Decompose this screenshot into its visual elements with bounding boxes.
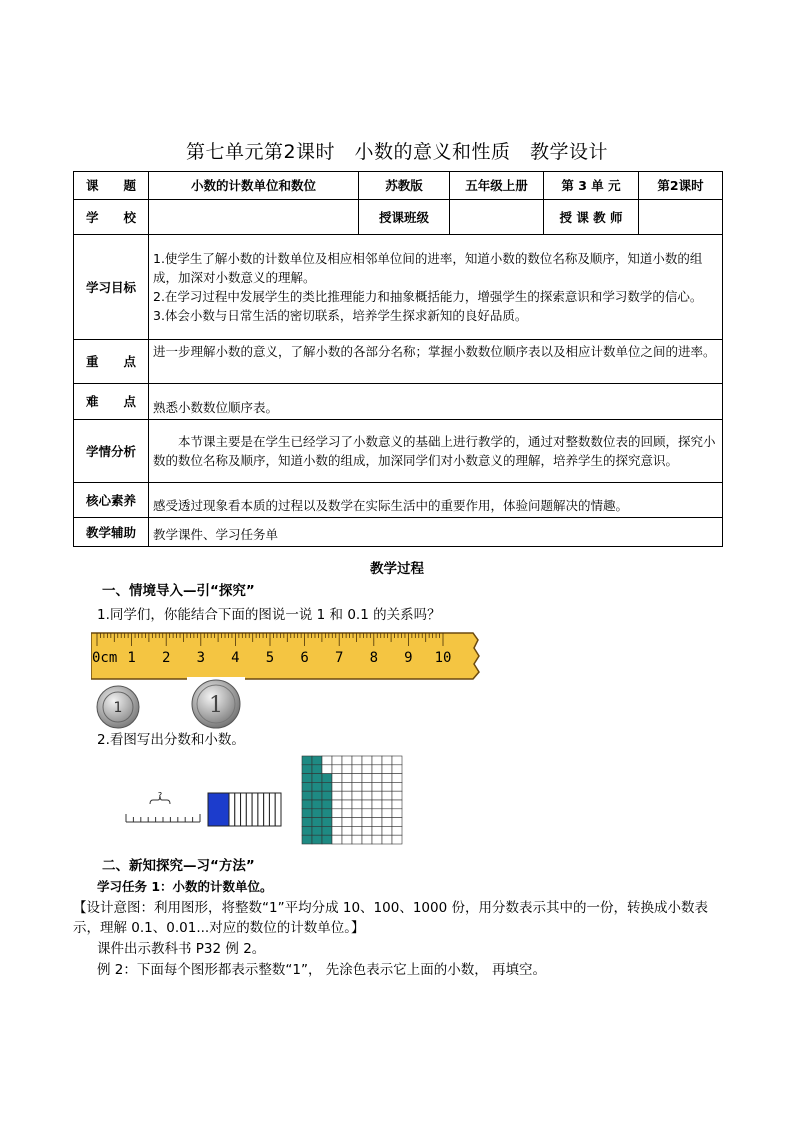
ruler-label: 2 — [161, 650, 171, 666]
bar-cell — [241, 793, 247, 826]
grid-cell — [372, 782, 382, 791]
grid-cell — [302, 756, 312, 765]
grid-cell — [362, 774, 372, 783]
grid-cell — [362, 791, 372, 800]
grid-cell — [312, 774, 322, 783]
ruler-label: 3 — [196, 650, 206, 666]
grid-cell — [382, 782, 392, 791]
table-row — [74, 420, 723, 483]
grid-cell — [352, 835, 362, 844]
grid-cell — [382, 835, 392, 844]
bar-cell — [258, 793, 264, 826]
lesson-info-table — [73, 171, 723, 547]
grid-cell — [362, 800, 372, 809]
question2: 2.看图写出分数和小数。 — [97, 732, 245, 748]
grid-cell — [372, 835, 382, 844]
grid-cell — [302, 782, 312, 791]
grid-cell — [392, 756, 402, 765]
grid-cell — [322, 782, 332, 791]
grid-cell — [362, 826, 372, 835]
grid-cell — [372, 800, 382, 809]
grid-cell — [372, 791, 382, 800]
grid-cell — [382, 818, 392, 827]
bar-cell — [229, 793, 235, 826]
ruler-label: 8 — [369, 650, 379, 666]
bar-cell — [246, 793, 252, 826]
label-topic: 课 题 — [74, 172, 149, 200]
grid-cell — [392, 782, 402, 791]
grid-cell — [312, 782, 322, 791]
label-difficulty: 难 点 — [74, 384, 149, 420]
grid-cell — [322, 835, 332, 844]
bar-cell — [208, 793, 229, 826]
grid-cell — [372, 774, 382, 783]
grid-cell — [302, 791, 312, 800]
coin-1-yuan-icon — [187, 677, 245, 729]
bar-cell — [269, 793, 275, 826]
grid-cell — [382, 800, 392, 809]
grid-cell — [322, 756, 332, 765]
grid-cell — [342, 809, 352, 818]
grid-cell — [372, 826, 382, 835]
grid-cell — [312, 765, 322, 774]
ruler-label: 0cm — [92, 650, 118, 666]
label-class: 授课班级 — [359, 200, 450, 235]
grid-cell — [332, 756, 342, 765]
grid-cell — [352, 756, 362, 765]
ruler-label: 6 — [300, 650, 309, 666]
coin-1-value: 1 — [113, 700, 123, 716]
coin-2-value: 1 — [209, 693, 223, 718]
grid-cell — [342, 782, 352, 791]
grid-cell — [312, 800, 322, 809]
task1: 学习任务 1：小数的计数单位。 — [97, 879, 273, 894]
process-title: 教学过程 — [370, 561, 424, 577]
grid-cell — [352, 791, 362, 800]
grid-cell — [362, 765, 372, 774]
grid-cell — [352, 774, 362, 783]
ruler-label: 9 — [404, 650, 413, 666]
bar-model — [207, 792, 283, 827]
grid-cell — [372, 756, 382, 765]
grid-cell — [372, 818, 382, 827]
publisher-value: 苏教版 — [359, 172, 450, 200]
grid-cell — [352, 765, 362, 774]
lesson-value: 第2课时 — [639, 172, 723, 200]
grid-cell — [362, 835, 372, 844]
key-value: 进一步理解小数的意义，了解小数的各部分名称；掌握小数数位顺序表以及相应计数单位之间的进率。 — [149, 340, 723, 384]
table-row — [74, 384, 723, 420]
grid-cell — [322, 774, 332, 783]
grid-cell — [392, 818, 402, 827]
brace-label: ? — [157, 792, 163, 800]
grid-cell — [332, 800, 342, 809]
grid-cell — [392, 800, 402, 809]
class-value — [450, 200, 544, 235]
grid-cell — [372, 809, 382, 818]
teacher-value — [639, 200, 723, 235]
grid-cell — [392, 809, 402, 818]
grid-cell — [302, 765, 312, 774]
grid-cell — [352, 818, 362, 827]
section1-title: 一、情境导入—引“探究” — [102, 583, 255, 599]
grid-cell — [342, 791, 352, 800]
question1: 1.同学们，你能结合下面的图说一说 1 和 0.1 的关系吗？ — [97, 607, 441, 623]
goal-item: 2.在学习过程中发展学生的类比推理能力和抽象概括能力，增强学生的探索意识和学习数学的信心。 — [153, 289, 703, 304]
label-teacher: 授 课 教 师 — [544, 200, 639, 235]
grid-cell — [352, 809, 362, 818]
grid-cell — [382, 765, 392, 774]
table-row — [74, 200, 723, 235]
grid-cell — [312, 756, 322, 765]
design-intent: 【设计意图：利用图形，将整数“1”平均分成 10、100、1000 份，用分数表示其中的一份，转换成小数表示，理解 0.1、0.01...对应的数位的计数单位。】 — [73, 900, 708, 936]
grid-cell — [342, 800, 352, 809]
analysis-value: 本节课主要是在学生已经学习了小数意义的基础上进行教学的，通过对整数数位表的回顾，探究小数的数位名称及顺序，知道小数的组成，加深同学们对小数意义的理解，培养学生的探究意识。 — [149, 420, 723, 483]
grid-cell — [302, 835, 312, 844]
grid-cell — [392, 791, 402, 800]
bar-cell — [264, 793, 270, 826]
grid-cell — [352, 800, 362, 809]
grid-cell — [322, 809, 332, 818]
unit-value: 第 3 单 元 — [544, 172, 639, 200]
page-title: 第七单元第2课时 小数的意义和性质 教学设计 — [185, 141, 609, 163]
label-key: 重 点 — [74, 340, 149, 384]
grid-cell — [332, 826, 342, 835]
grid-cell — [302, 809, 312, 818]
show-instruction: 课件出示教科书 P32 例 2。 — [97, 941, 266, 957]
topic-value: 小数的计数单位和数位 — [149, 172, 359, 200]
grid-cell — [302, 826, 312, 835]
goal-item: 3.体会小数与日常生活的密切联系，培养学生探求新知的良好品质。 — [153, 308, 528, 323]
label-analysis: 学情分析 — [74, 420, 149, 483]
ruler-label: 7 — [334, 650, 344, 666]
grid-cell — [392, 826, 402, 835]
label-aid: 教学辅助 — [74, 518, 149, 547]
table-row — [74, 235, 723, 340]
segment-diagram — [124, 792, 204, 826]
coin-1-jiao-icon — [95, 684, 141, 730]
grid-cell — [302, 774, 312, 783]
grid-cell — [322, 800, 332, 809]
bar-cell — [275, 793, 281, 826]
grid-cell — [332, 774, 342, 783]
grid-cell — [362, 756, 372, 765]
grid-cell — [352, 782, 362, 791]
bar-cell — [235, 793, 241, 826]
grid-cell — [392, 835, 402, 844]
goal-item: 1.使学生了解小数的计数单位及相应相邻单位间的进率，知道小数的数位名称及顺序，知道小数的组成，加深对小数意义的理解。 — [153, 251, 703, 285]
core-value: 感受透过现象看本质的过程以及数学在实际生活中的重要作用，体验问题解决的情趣。 — [149, 483, 723, 518]
table-row — [74, 340, 723, 384]
label-goals: 学习目标 — [74, 235, 149, 340]
grid-cell — [322, 791, 332, 800]
grid-cell — [342, 774, 352, 783]
goals-value — [149, 235, 723, 340]
grid-cell — [342, 826, 352, 835]
grid-cell — [342, 765, 352, 774]
ruler-label: 5 — [265, 650, 275, 666]
grid-cell — [382, 756, 392, 765]
grid-cell — [332, 791, 342, 800]
aid-value: 教学课件、学习任务单 — [149, 518, 723, 547]
grid-cell — [392, 765, 402, 774]
grid-cell — [382, 809, 392, 818]
grid-cell — [312, 818, 322, 827]
grid-cell — [392, 774, 402, 783]
grid-cell — [322, 818, 332, 827]
bar-cell — [252, 793, 258, 826]
grid-cell — [332, 835, 342, 844]
grid-cell — [332, 765, 342, 774]
grid-cell — [372, 765, 382, 774]
ruler-image — [91, 632, 481, 680]
table-row — [74, 483, 723, 518]
ruler-label: 1 — [127, 650, 136, 666]
grid-cell — [362, 809, 372, 818]
difficulty-value: 熟悉小数数位顺序表。 — [149, 384, 723, 420]
grid-cell — [312, 809, 322, 818]
hundred-grid — [301, 755, 403, 845]
grid-cell — [332, 809, 342, 818]
grid-cell — [322, 765, 332, 774]
grid-cell — [302, 818, 312, 827]
ruler-label: 10 — [434, 650, 452, 666]
ruler-label: 4 — [231, 650, 240, 666]
grid-cell — [332, 782, 342, 791]
grid-cell — [322, 826, 332, 835]
grid-cell — [332, 818, 342, 827]
grade-value: 五年级上册 — [450, 172, 544, 200]
example-2: 例 2：下面每个图形都表示整数“1”， 先涂色表示它上面的小数， 再填空。 — [97, 962, 547, 978]
section2-title: 二、新知探究—习“方法” — [102, 858, 255, 874]
grid-cell — [312, 835, 322, 844]
grid-cell — [312, 791, 322, 800]
table-row — [74, 172, 723, 200]
grid-cell — [302, 800, 312, 809]
grid-cell — [342, 835, 352, 844]
label-core: 核心素养 — [74, 483, 149, 518]
table-row — [74, 518, 723, 547]
school-value — [149, 200, 359, 235]
label-school: 学 校 — [74, 200, 149, 235]
grid-cell — [342, 756, 352, 765]
grid-cell — [352, 826, 362, 835]
grid-cell — [362, 818, 372, 827]
grid-cell — [312, 826, 322, 835]
grid-cell — [382, 791, 392, 800]
grid-cell — [342, 818, 352, 827]
grid-cell — [362, 782, 372, 791]
grid-cell — [382, 774, 392, 783]
grid-cell — [382, 826, 392, 835]
